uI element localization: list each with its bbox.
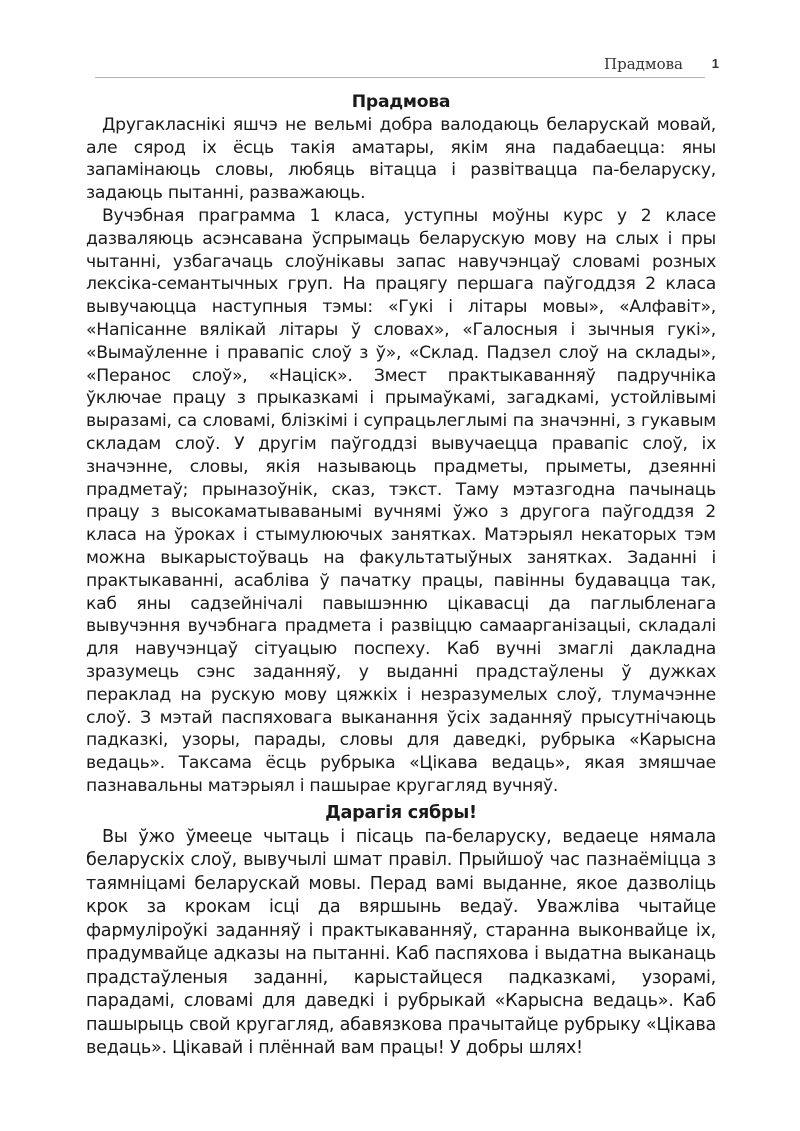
address-section (86, 802, 716, 1061)
preface-title: Прадмова (351, 92, 451, 112)
address-title: Дарагія сябры! (325, 803, 477, 823)
header-section-title: Прадмова (604, 55, 683, 73)
preface-paragraph: Другакласнікі яшчэ не вельмі добра валодаюць беларускай мовай, але сярод іх ёсць такія аматары, якім яна падабаецца: яны запамінаюць словы, любяць вітацца і развітвацца па-беларуску, задаюць пытанні, разважаюць. (86, 114, 716, 204)
preface-paragraph: Вучэбная праграмма 1 класа, уступны моўны курс у 2 класе дазваляюць асэнсавана ўспрымаць беларускую мову на слых і пры чытанні, узбагачаць слоўнікавы запас навучэнцаў словамі розных лексіка-семантычных груп. На працягу першага паўгоддзя 2 класа вывучаюцца наступныя тэмы: «Гукі і літары мовы», «Алфавіт», «Напісанне вялікай літары ў словах», «Галосныя і зычныя гукі», «Вымаўленне і правапіс слоў з ў», «Склад. Падзел слоў на склады», «Перанос слоў», «Націск». Змест практыкаванняў падручніка ўключае працу з прыказкамі і прымаўкамі, загадкамі, устойлівымі выразамі, са словамі, блізкімі і супрацьлеглымі па значэнні, з гукавым складам слоў. У другім паўгоддзі вывучаецца правапіс слоў, іх значэнне, словы, якія называюць прадметы, прыметы, дзеянні прадметаў; прыназоўнік, сказ, тэкст. Таму мэтазгодна пачынаць працу з высокаматываванымі вучнямі ўжо з другога паўгоддзя 2 класа на ўроках і стымулюючых занятках. Матэрыял некаторых тэм можна выкарыстоўваць на факультатыўных занятках. Заданні і практыкаванні, асабліва ў пачатку працы, павінны будавацца так, каб яны садзейнічалі павышэнню цікавасці да паглыбленага вывучэння вучэбнага прадмета і развіццю самаарганізацыі, складалі для навучэнцаў сітуацыю поспеху. Каб вучні змаглі дакладна зразумець сэнс заданняў, у выданні прадстаўлены ў дужках пераклад на рускую мову цяжкіх і незразумелых слоў, тлумачэнне слоў. З мэтай паспяховага выканання ўсіх заданняў прысутнічаюць падказкі, узоры, парады, словы для даведкі, рубрыка «Карысна ведаць». Таксама ёсць рубрыка «Цікава ведаць», якая змяшчае пазнавальны матэрыял і пашырае кругагляд вучняў. (86, 205, 716, 796)
running-header (95, 55, 719, 78)
preface-section (86, 91, 716, 798)
page-number: 1 (711, 56, 719, 71)
address-paragraph: Вы ўжо ўмееце чытаць і пісаць па-беларуску, ведаеце нямала беларускіх слоў, вывучылі шмат правіл. Прыйшоў час пазнаёміцца з таямніцамі беларускай мовы. Перад вамі выданне, якое дазволіць крок за крокам ісці да вяршынь ведаў. Уважліва чытайце фармуліроўкі заданняў і практыкаванняў, старанна выконвайце іх, прадумвайце адказы на пытанні. Каб паспяхова і выдатна выканаць прадстаўленыя заданні, карыстайцеся падказкамі, узорамі, парадамі, словамі для даведкі і рубрыкай «Карысна ведаць». Каб пашырыць свой кругагляд, абавязкова прачытайце рубрыку «Цікава ведаць». Цікавай і плённай вам працы! У добры шлях! (86, 826, 716, 1058)
